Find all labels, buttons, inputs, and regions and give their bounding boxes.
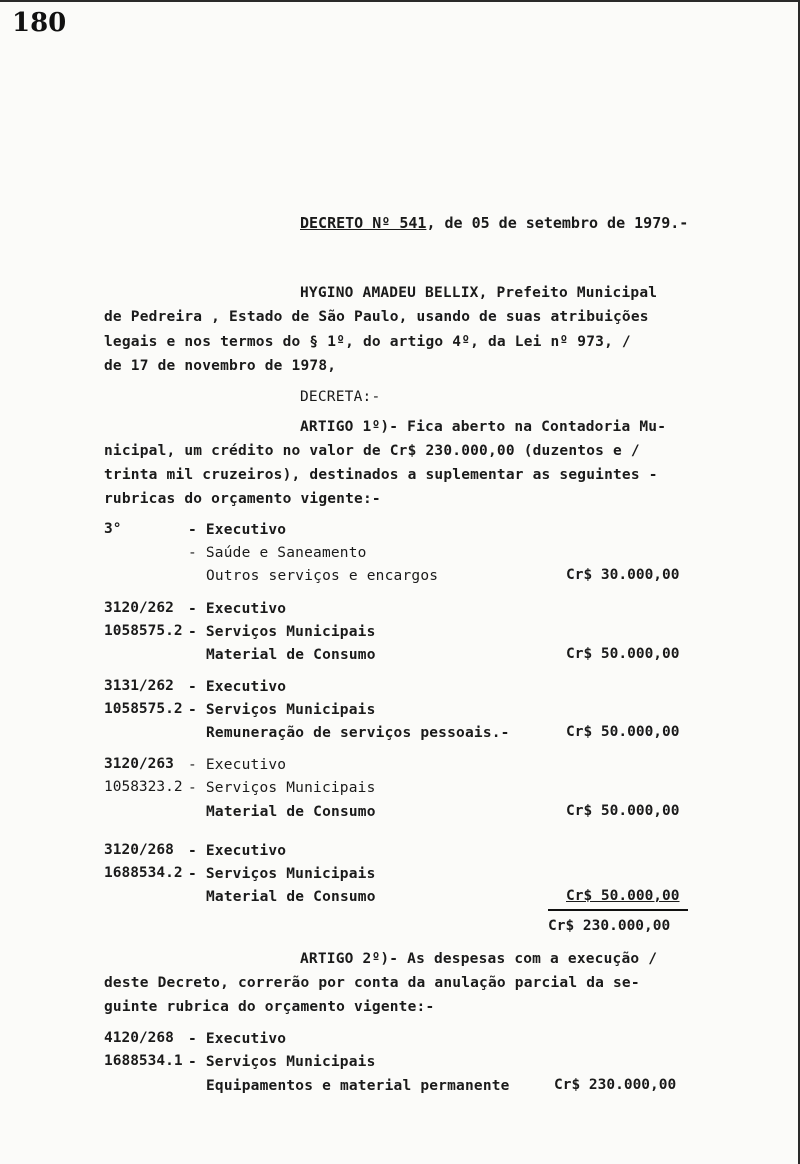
- entry-1-line-3: Outros serviços e encargos: [206, 568, 439, 584]
- entry-2-subcode: 1058575.2: [104, 623, 183, 639]
- article1-line-1: ARTIGO 1º)- Fica aberto na Contadoria Mu-: [300, 419, 667, 435]
- entry-4-line-1: - Executivo: [188, 757, 287, 773]
- entry-2-line-2: - Serviços Municipais: [188, 624, 376, 640]
- entry-5-code: 3120/268: [104, 842, 174, 858]
- preamble-line-1: HYGINO AMADEU BELLIX, Prefeito Municipal: [300, 285, 658, 301]
- entry-3-line-1: - Executivo: [188, 679, 287, 695]
- entry-2-amount: Cr$ 50.000,00: [566, 646, 680, 662]
- entry-1-line-1: - Executivo: [188, 522, 287, 538]
- final-entry-line-2: - Serviços Municipais: [188, 1054, 376, 1070]
- final-entry-amount: Cr$ 230.000,00: [554, 1077, 677, 1093]
- entry-1-code: 3°: [104, 521, 122, 537]
- entry-3-subcode: 1058575.2: [104, 701, 183, 717]
- article2-line-2: deste Decreto, correrão por conta da anulação parcial da se-: [104, 975, 640, 991]
- entry-5-line-2: - Serviços Municipais: [188, 866, 376, 882]
- total-rule: [548, 909, 688, 911]
- entry-2-line-1: - Executivo: [188, 601, 287, 617]
- entry-2-code: 3120/262: [104, 600, 174, 616]
- entry-3-line-3: Remuneração de serviços pessoais.-: [206, 725, 510, 741]
- article1-line-3: trinta mil cruzeiros), destinados a suplementar as seguintes -: [104, 467, 658, 483]
- entry-4-code: 3120/263: [104, 756, 174, 772]
- decree-title: [300, 214, 688, 232]
- decree-date: , de 05 de setembro de 1979.-: [426, 214, 689, 232]
- entry-5-line-1: - Executivo: [188, 843, 287, 859]
- entry-5-line-3: Material de Consumo: [206, 889, 376, 905]
- final-entry-line-1: - Executivo: [188, 1031, 287, 1047]
- final-entry-line-3: Equipamentos e material permanente: [206, 1078, 510, 1094]
- total-amount: Cr$ 230.000,00: [548, 918, 671, 934]
- article2-line-1: ARTIGO 2º)- As despesas com a execução /: [300, 951, 658, 967]
- decreta-heading: DECRETA:-: [300, 389, 381, 405]
- page-number: 180: [12, 8, 67, 38]
- entry-4-line-2: - Serviços Municipais: [188, 780, 376, 796]
- preamble-line-3: legais e nos termos do § 1º, do artigo 4º, da Lei nº 973, /: [104, 334, 631, 350]
- entry-3-line-2: - Serviços Municipais: [188, 702, 376, 718]
- entry-4-subcode: 1058323.2: [104, 779, 183, 795]
- entry-1-amount: Cr$ 30.000,00: [566, 567, 680, 583]
- entry-4-line-3: Material de Consumo: [206, 804, 376, 820]
- entry-3-amount: Cr$ 50.000,00: [566, 724, 680, 740]
- article2-line-3: guinte rubrica do orçamento vigente:-: [104, 999, 435, 1015]
- decree-number: DECRETO Nº 541: [300, 214, 427, 232]
- entry-5-amount: Cr$ 50.000,00: [566, 888, 680, 904]
- article1-line-2: nicipal, um crédito no valor de Cr$ 230.000,00 (duzentos e /: [104, 443, 640, 459]
- preamble-line-4: de 17 de novembro de 1978,: [104, 358, 337, 374]
- scan-edge-top: [0, 0, 800, 2]
- article1-line-4: rubricas do orçamento vigente:-: [104, 491, 381, 507]
- entry-1-line-2: - Saúde e Saneamento: [188, 545, 367, 561]
- entry-3-code: 3131/262: [104, 678, 174, 694]
- final-entry-subcode: 1688534.1: [104, 1053, 183, 1069]
- entry-2-line-3: Material de Consumo: [206, 647, 376, 663]
- entry-4-amount: Cr$ 50.000,00: [566, 803, 680, 819]
- final-entry-code: 4120/268: [104, 1030, 174, 1046]
- preamble-line-2: de Pedreira , Estado de São Paulo, usando de suas atribuições: [104, 309, 649, 325]
- entry-5-subcode: 1688534.2: [104, 865, 183, 881]
